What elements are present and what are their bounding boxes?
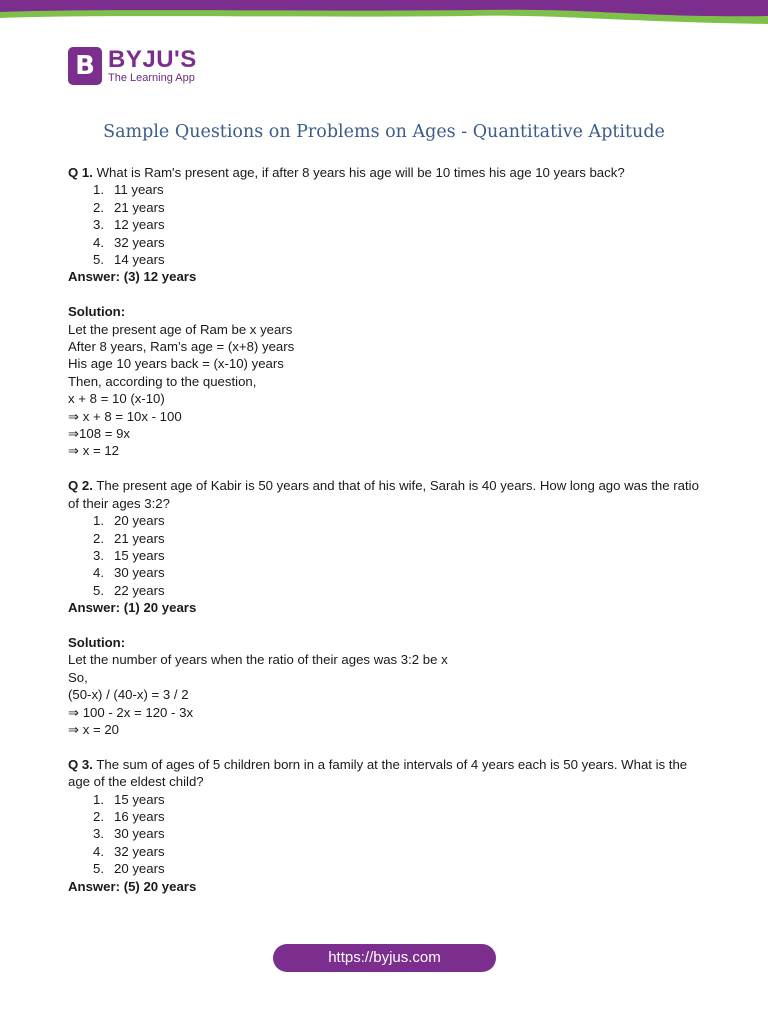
option-text: 32 years — [114, 843, 165, 859]
option-item — [68, 582, 704, 599]
question-2-answer: Answer: (1) 20 years — [68, 600, 197, 616]
question-3-answer: Answer: (5) 20 years — [68, 878, 197, 894]
option-item — [68, 251, 704, 268]
question-1-options — [68, 181, 704, 268]
option-number: 5. — [93, 252, 104, 268]
question-number: Q 3. — [68, 756, 93, 772]
question-number: Q 1. — [68, 165, 93, 180]
option-number: 1. — [93, 513, 104, 529]
solution-line: x + 8 = 10 (x-10) — [68, 391, 165, 407]
option-text: 22 years — [114, 582, 165, 598]
option-text: 11 years — [114, 182, 164, 198]
option-item — [68, 530, 704, 547]
question-prompt: What is Ram's present age, if after 8 years his age will be 10 times his age 10 years back? — [92, 165, 625, 180]
solution-line: Let the present age of Ram be x years — [68, 321, 293, 337]
option-text: 32 years — [114, 234, 165, 250]
option-item — [68, 181, 704, 198]
question-prompt: The sum of ages of 5 children born in a family at the intervals of 4 years each is 50 years. What is the age of the eldest child? — [68, 756, 688, 790]
option-item — [68, 512, 704, 529]
option-text: 21 years — [114, 530, 165, 546]
option-number: 3. — [93, 217, 104, 233]
option-item — [68, 808, 704, 825]
solution-line: So, — [68, 669, 88, 685]
solution-line: Then, according to the question, — [68, 373, 257, 389]
question-3 — [68, 756, 704, 895]
website-link[interactable]: https://byjus.com — [273, 944, 496, 972]
option-number: 4. — [93, 234, 104, 250]
option-text: 30 years — [114, 826, 165, 842]
option-item — [68, 234, 704, 251]
option-number: 2. — [93, 199, 104, 215]
document-body — [68, 164, 704, 895]
option-text: 16 years — [114, 808, 165, 824]
option-number: 2. — [93, 530, 104, 546]
solution-line: His age 10 years back = (x-10) years — [68, 356, 284, 372]
option-item — [68, 216, 704, 233]
option-number: 3. — [93, 826, 104, 842]
solution-line: (50-x) / (40-x) = 3 / 2 — [68, 687, 189, 703]
option-number: 4. — [93, 565, 104, 581]
question-1-answer: Answer: (3) 12 years — [68, 269, 197, 285]
solution-heading: Solution: — [68, 304, 126, 320]
option-text: 15 years — [114, 547, 165, 563]
option-number: 2. — [93, 808, 104, 824]
option-text: 14 years — [114, 252, 165, 268]
option-text: 30 years — [114, 565, 165, 581]
option-number: 3. — [93, 547, 104, 563]
question-1-text — [68, 164, 704, 181]
logo-tagline: The Learning App — [108, 72, 195, 84]
page-title: Sample Questions on Problems on Ages - Quantitative Aptitude — [103, 122, 665, 142]
solution-line: Let the number of years when the ratio of their ages was 3:2 be x — [68, 652, 448, 668]
option-item — [68, 860, 704, 877]
solution-line: ⇒108 = 9x — [68, 426, 131, 442]
question-3-text — [68, 756, 704, 791]
solution-heading: Solution: — [68, 634, 126, 650]
logo-name: BYJU'S — [108, 46, 197, 73]
option-text: 21 years — [114, 199, 165, 215]
option-text: 15 years — [114, 791, 165, 807]
solution-line: ⇒ x + 8 = 10x - 100 — [68, 408, 182, 424]
question-2-options — [68, 512, 704, 599]
option-number: 5. — [93, 861, 104, 877]
top-banner-stripe — [0, 0, 768, 30]
byjus-logo — [68, 47, 197, 85]
option-item — [68, 825, 704, 842]
question-1 — [68, 164, 704, 460]
option-number: 5. — [93, 582, 104, 598]
question-2-text — [68, 477, 704, 512]
option-item — [68, 564, 704, 581]
solution-line: ⇒ 100 - 2x = 120 - 3x — [68, 704, 194, 720]
option-number: 1. — [93, 791, 104, 807]
option-item — [68, 199, 704, 216]
option-number: 1. — [93, 182, 104, 198]
question-3-options — [68, 791, 704, 878]
question-2 — [68, 477, 704, 738]
option-number: 4. — [93, 843, 104, 859]
solution-line: ⇒ x = 20 — [68, 721, 120, 737]
question-prompt: The present age of Kabir is 50 years and that of his wife, Sarah is 40 years. How long ago was the ratio of their ages 3:2? — [68, 478, 699, 511]
solution-line: After 8 years, Ram’s age = (x+8) years — [68, 339, 295, 355]
option-item — [68, 547, 704, 564]
option-text: 20 years — [114, 513, 165, 529]
option-item — [68, 843, 704, 860]
solution-line: ⇒ x = 12 — [68, 443, 120, 459]
option-text: 20 years — [114, 861, 165, 877]
option-text: 12 years — [114, 217, 165, 233]
logo-badge-icon: B — [68, 47, 102, 85]
question-number: Q 2. — [68, 478, 93, 494]
option-item — [68, 791, 704, 808]
